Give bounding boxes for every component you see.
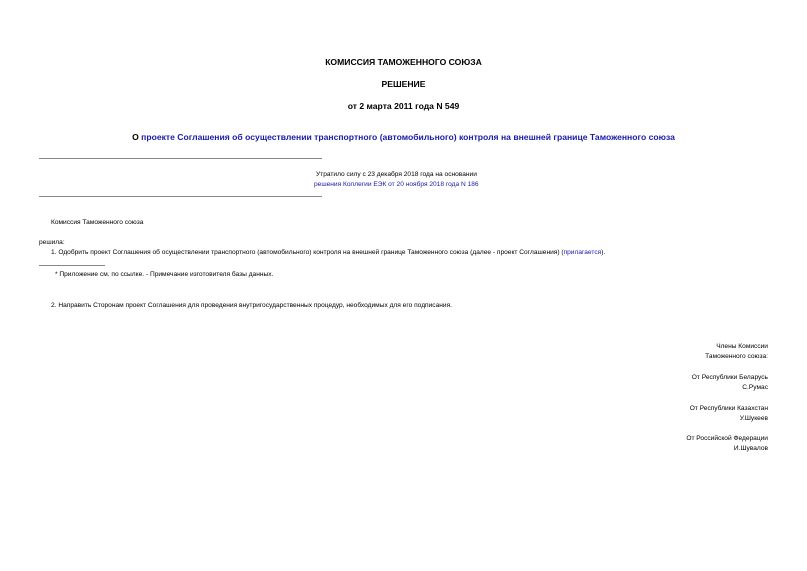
- status-bottom-rule: [39, 196, 322, 197]
- status-top-rule: [39, 158, 322, 159]
- item-2: 2. Направить Сторонам проект Соглашения для проведения внутригосударственных процедур, необходимых для его подписания.: [51, 302, 452, 309]
- members-line-2: Таможенного союза:: [705, 353, 768, 360]
- doc-title-link[interactable]: проекте Соглашения об осуществлении транспортного (автомобильного) контроля на внешней границе Таможенного союза: [141, 132, 675, 142]
- doc-title-prefix: О: [132, 132, 142, 142]
- item-1-link[interactable]: прилагается: [563, 249, 602, 256]
- decided-label: решила:: [39, 239, 65, 246]
- item-1-text: 1. Одобрить проект Соглашения об осуществлении транспортного (автомобильного) контроля на внешней границе Таможенного союза (далее - проект Соглашения) (: [51, 249, 564, 256]
- footnote-rule: [39, 265, 105, 266]
- belarus-name: С.Румас: [742, 384, 768, 391]
- footnote: * Приложение см. по ссылке. - Примечание изготовителя базы данных.: [55, 271, 274, 278]
- item-1-end: ).: [601, 249, 606, 256]
- doc-type: РЕШЕНИЕ: [381, 79, 426, 89]
- kazakhstan-name: У.Шукеев: [739, 415, 768, 422]
- russia-country: От Российской Федерации: [686, 435, 768, 442]
- russia-name: И.Шувалов: [733, 445, 768, 452]
- doc-title: [0, 132, 807, 142]
- status-link[interactable]: решения Коллегии ЕЭК от 20 ноября 2018 года N 186: [314, 181, 479, 188]
- members-line-1: Члены Комиссии: [716, 343, 768, 350]
- belarus-country: От Республики Беларусь: [691, 374, 768, 381]
- kazakhstan-country: От Республики Казахстан: [689, 405, 768, 412]
- org-name: КОМИССИЯ ТАМОЖЕННОГО СОЮЗА: [325, 57, 482, 67]
- doc-date-number: от 2 марта 2011 года N 549: [347, 101, 460, 111]
- commission-label: Комиссия Таможенного союза: [51, 219, 144, 226]
- status-text: Утратило силу с 23 декабря 2018 года на основании: [316, 171, 477, 178]
- item-1: [51, 249, 605, 256]
